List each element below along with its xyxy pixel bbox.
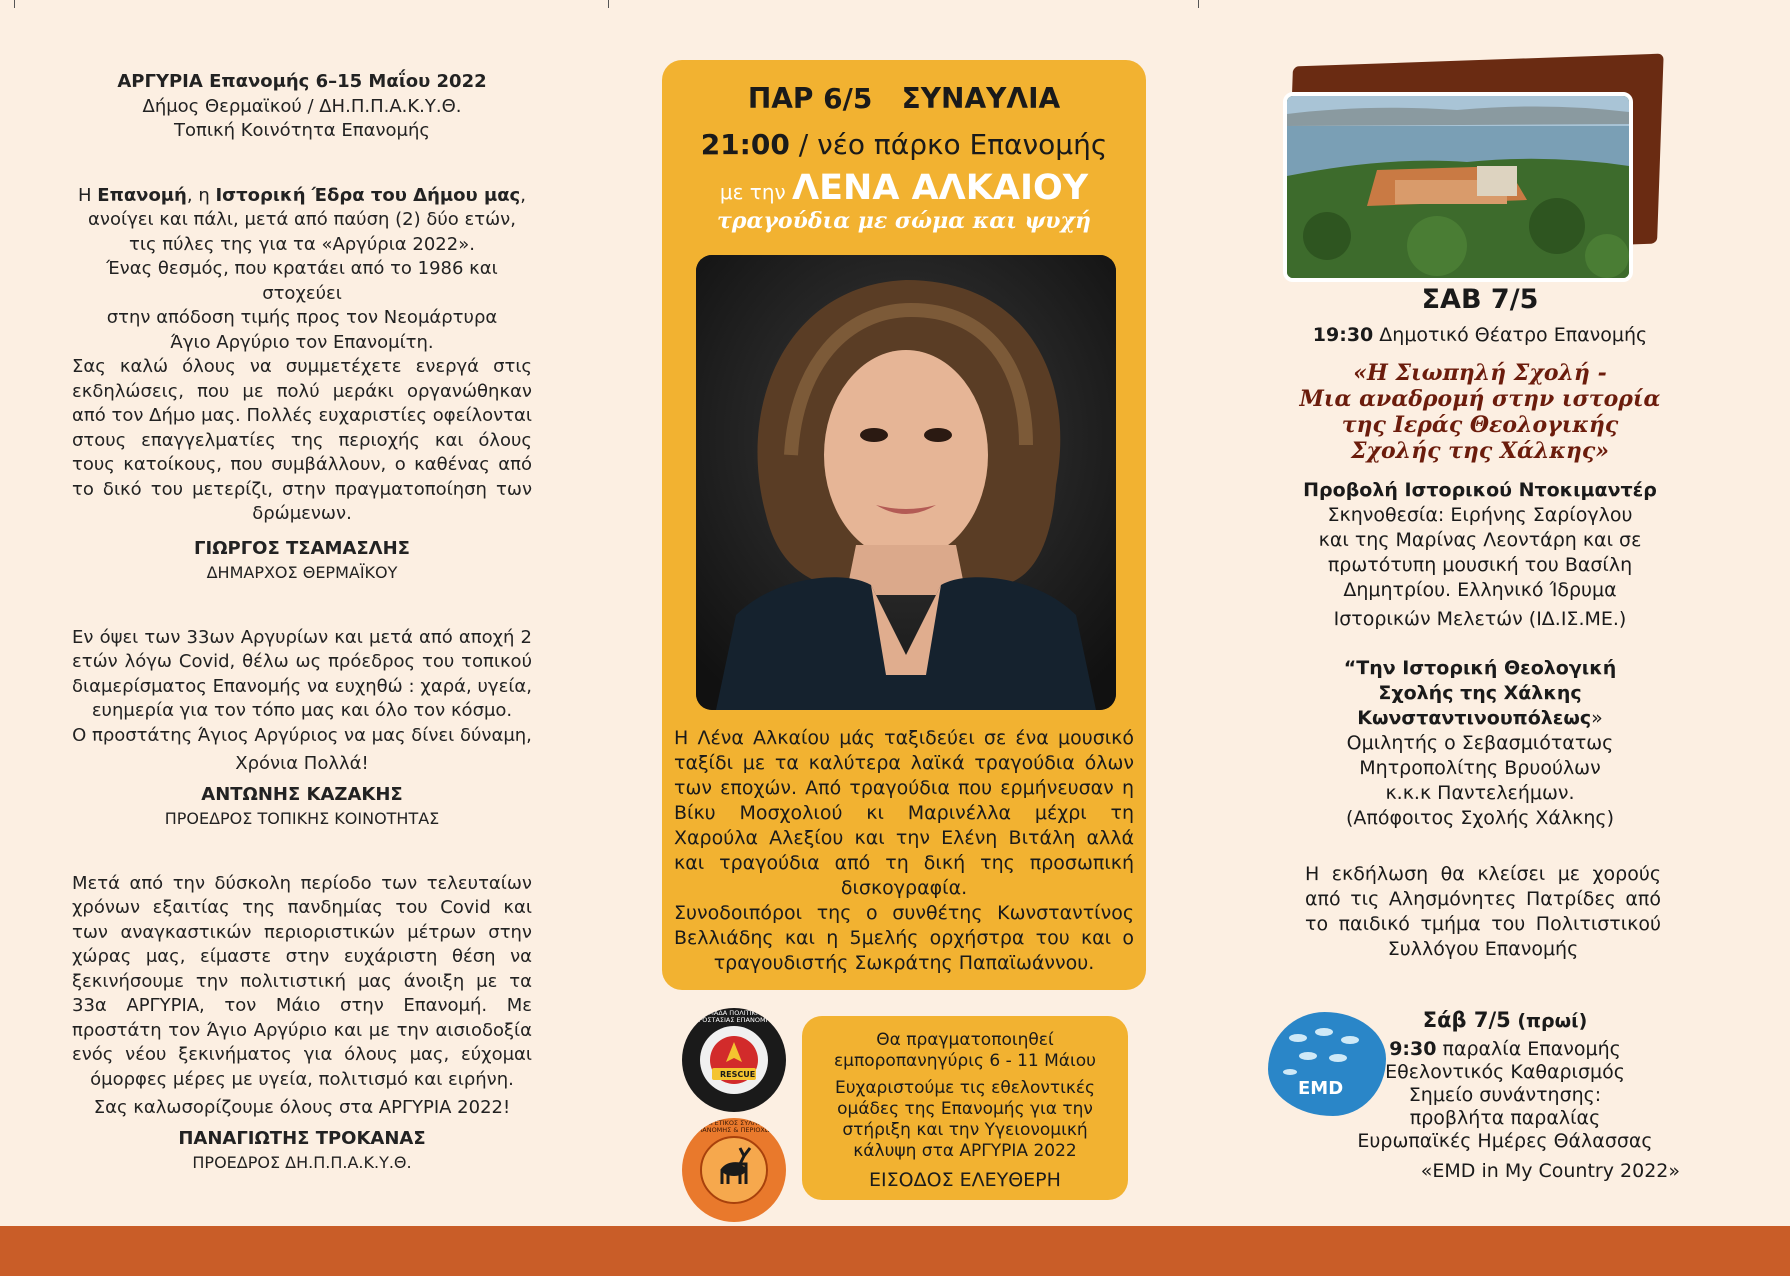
concert-description-p1: Η Λένα Αλκαίου μάς ταξιδεύει σε ένα μουσικό ταξίδι με τα καλύτερα λαϊκά τραγούδια όλων των εποχών. Από τραγούδια που ερμήνευσαν η Βίκυ Μοσχολιού κι Μαρινέλλα μέχρι τη Χαρούλα Αλεξίου και την Ελένη Βιτάλη αλλά και τραγούδια από τη δική της προσωπική δισκογραφία.	[674, 727, 1134, 899]
mayor-name: ΓΙΩΡΓΟΣ ΤΣΑΜΑΣΛΗΣ	[194, 537, 410, 559]
closing-dances: Η εκδήλωση θα κλείσει με χορούς από τις Αλησμόνητες Πατρίδες από το παιδικό τμήμα του Πολιτιστικού Συλλόγου Επανομής	[1305, 863, 1661, 960]
talk-speaker-l4: (Απόφοιτος Σχολής Χάλκης)	[1346, 807, 1614, 829]
documentary-title	[1290, 360, 1670, 464]
concert-event: ΣΥΝΑΥΛΙΑ	[901, 82, 1061, 115]
civil-protection-logo	[682, 1008, 786, 1112]
beach-cleanup-details	[1355, 1038, 1655, 1153]
documentary-screening: Προβολή Ιστορικού Ντοκιμαντέρ	[1303, 479, 1657, 501]
concert-day: ΠΑΡ 6/5	[747, 82, 873, 115]
concert-description	[674, 726, 1134, 976]
saturday-heading: ΣΑΒ 7/5	[1421, 284, 1539, 315]
fold-mark	[14, 0, 15, 8]
left-header-title: ΑΡΓΥΡΙΑ Επανομής 6–15 Μαΐου 2022	[117, 71, 487, 92]
concert-time-place	[662, 128, 1146, 161]
beach-cleanup-title: Εθελοντικός Καθαρισμός	[1385, 1061, 1625, 1083]
institution-line2: στην απόδοση τιμής προς τον Νεομάρτυρα	[106, 307, 498, 328]
saturday-morning-heading	[1355, 1008, 1655, 1032]
talk-speaker-l2: Μητροπολίτης Βρυούλων	[1359, 757, 1601, 779]
community-president-greeting: Χρόνια Πολλά!	[235, 753, 369, 774]
documentary-title-l4: Σχολής της Χάλκης»	[1350, 438, 1610, 464]
talk-title-l2: Σχολής της Χάλκης	[1378, 682, 1582, 704]
left-header-municipality: Δήμος Θερμαϊκού / ΔΗ.Π.Π.Α.Κ.Υ.Θ.	[142, 95, 462, 117]
institution-line3: Άγιο Αργύριο τον Επανομίτη.	[170, 331, 434, 353]
footer-bar	[0, 1226, 1790, 1276]
talk-title-l3: Κωνσταντινουπόλεως»	[1357, 707, 1603, 729]
talk-section	[1290, 656, 1670, 831]
civil-protection-badge: RESCUE	[720, 1070, 756, 1079]
documentary-title-l2: Μια αναδρομή στην ιστορία	[1299, 386, 1661, 412]
community-president-role: ΠΡΟΕΔΡΟΣ ΤΟΠΙΚΗΣ ΚΟΙΝΟΤΗΤΑΣ	[164, 809, 440, 828]
info-box	[802, 1016, 1128, 1200]
saturday-morning-day: Σάβ 7/5	[1422, 1008, 1511, 1032]
beach-cleanup-meeting: Σημείο συνάντησης:	[1408, 1084, 1602, 1106]
emd-campaign: «EMD in My Country 2022»	[1420, 1160, 1680, 1182]
info-free-entry: ΕΙΣΟΔΟΣ ΕΛΕΥΘΕΡΗ	[869, 1169, 1061, 1191]
talk-speaker-l1: Ομιλητής ο Σεβασμιότατως	[1346, 732, 1614, 754]
culture-president-role: ΠΡΟΕΔΡΟΣ ΔΗ.Π.Π.Α.Κ.Υ.Θ.	[192, 1153, 412, 1172]
mayor-intro-line2: ανοίγει και πάλι, μετά από παύση (2) δύο ετών,	[88, 209, 516, 230]
community-president-message: Εν όψει των 33ων Αργυρίων και μετά από αποχή 2 ετών λόγω Covid, θέλω ως πρόεδρος του τοπικού διαμερίσματος Επανομής να ευχηθώ : χαρά, υγεία, ευημερία για τον τόπο μας και όλο τον κόσμο.	[72, 626, 532, 721]
beach-cleanup-pier: προβλήτα παραλίας	[1409, 1107, 1601, 1129]
talk-title-l1: “Την Ιστορική Θεολογική	[1343, 657, 1617, 679]
mayor-invitation: Σας καλώ όλους να συμμετέχετε ενεργά στις εκδηλώσεις, που με πολύ μεράκι οργανώθηκαν από τον Δήμο μας. Πολλές ευχαριστίες οφείλονται στους επαγγελματίες της περιοχής και όλους τους κατοίκους, που συμβάλλουν, ο καθένας από το δικό του μετερίζι, στην πραγματοποίηση των δρώμενων.	[72, 356, 532, 524]
concert-with: με την	[719, 180, 793, 204]
documentary-credit-l5: Ιστορικών Μελετών (ΙΔ.ΙΣ.ΜΕ.)	[1333, 608, 1627, 630]
institution-line1: Ένας θεσμός, που κρατάει από το 1986 και στοχεύει	[106, 258, 498, 304]
emd-logo-text: EMD	[1298, 1078, 1344, 1099]
concert-artist-line	[662, 168, 1146, 208]
concert-subtitle: τραγούδια με σώμα και ψυχή	[717, 208, 1091, 234]
documentary-title-l3: της Ιεράς Θεολογικής	[1341, 412, 1619, 438]
community-president-name: ΑΝΤΩΝΗΣ ΚΑΖΑΚΗΣ	[201, 783, 403, 805]
info-fair-line2: εμποροπανηγύρις 6 - 11 Μάιου	[833, 1051, 1097, 1071]
civil-protection-text: ΟΜΑΔΑ ΠΟΛΙΤΙΚΗΣ ΠΡΟΣΤΑΣΙΑΣ ΕΠΑΝΟΜΗΣ	[693, 1009, 775, 1024]
halki-landscape-illustration	[1287, 96, 1629, 278]
concert-place: / νέο πάρκο Επανομής	[789, 128, 1108, 161]
info-fair-line1: Θα πραγματοποιηθεί	[876, 1030, 1054, 1050]
beach-cleanup-time-place: 9:30 παραλία Επανομής	[1389, 1038, 1621, 1060]
info-thanks: Ευχαριστούμε τις εθελοντικές ομάδες της Επανομής για την στήριξη και την Υγειονομική κάλυψη στα ΑΡΓΥΡΙΑ 2022	[834, 1078, 1096, 1161]
culture-welcome: Σας καλωσορίζουμε όλους στα ΑΡΓΥΡΙΑ 2022!	[93, 1097, 511, 1118]
documentary-credit-l2: και της Μαρίνας Λεοντάρη και σε	[1318, 529, 1642, 551]
concert-heading	[662, 82, 1146, 115]
saturday-time-venue	[1290, 324, 1670, 346]
left-column	[72, 70, 532, 1176]
documentary-credit-l1: Σκηνοθεσία: Ειρήνης Σαρίογλου	[1327, 504, 1633, 526]
community-president-wish: Ο προστάτης Άγιος Αργύριος να μας δίνει δύναμη,	[72, 724, 532, 746]
documentary-credit-l3: πρωτότυπη μουσική του Βασίλη	[1327, 554, 1633, 576]
saturday-time: 19:30	[1312, 324, 1374, 346]
hunting-club-text: ΚΥΝΗΓΕΤΙΚΟΣ ΣΥΛΛΟΓΟΣ ΕΠΑΝΟΜΗΣ & ΠΕΡΙΟΧΩΝ	[692, 1119, 776, 1134]
beach-cleanup-emd: Ευρωπαϊκές Ημέρες Θάλασσας	[1357, 1130, 1653, 1152]
documentary-credit-l4: Δημητρίου. Ελληνικό Ίδρυμα	[1343, 579, 1617, 601]
concert-description-p2: Συνοδοιπόροι της ο συνθέτης Κωνσταντίνος Βελλιάδης και η 5μελής ορχήστρα του και ο τραγουδιστής Σωκράτης Παπαϊωάννου.	[674, 902, 1134, 974]
documentary-title-l1: «Η Σιωπηλή Σχολή -	[1353, 360, 1607, 386]
culture-president-message: Μετά από την δύσκολη περίοδο των τελευταίων χρόνων εξαιτίας της πανδημίας του Covid και των αναγκαστικών περιοριστικών μέτρων στην χώρας μας, είμαστε στην ευχάριστη θέση να ξεκινήσουμε την πολιτιστική μας άνοιξη με τα 33α ΑΡΓΥΡΙΑ, τον Μάιο στην Επανομή. Με προστάτη τον Άγιο Αργύριο και με την αισιοδοξία ενός νέου ξεκινήματος για όλους μας, εύχομαι όμορφες μέρες με υγεία, πολιτισμό και ειρήνη.	[72, 872, 532, 1090]
halki-school-photo	[1283, 92, 1633, 282]
fold-mark	[1198, 0, 1199, 8]
saturday-venue: Δημοτικό Θέατρο Επανομής	[1373, 324, 1648, 346]
artist-photo	[696, 255, 1116, 710]
mayor-intro-line1: Η Επανομή, η Ιστορική Έδρα του Δήμου μας,	[78, 184, 526, 206]
fold-mark	[608, 0, 609, 8]
talk-speaker-l3: κ.κ.κ Παντελεήμων.	[1385, 782, 1575, 804]
concert-artist: ΛΕΝΑ ΑΛΚΑΙΟΥ	[792, 168, 1089, 208]
culture-president-name: ΠΑΝΑΓΙΩΤΗΣ ΤΡΟΚΑΝΑΣ	[178, 1127, 426, 1149]
hunting-club-logo	[682, 1118, 786, 1222]
left-header-community: Τοπική Κοινότητα Επανομής	[174, 120, 430, 141]
saturday-morning-sub: (πρωί)	[1510, 1010, 1588, 1032]
concert-time: 21:00	[700, 128, 790, 161]
mayor-role: ΔΗΜΑΡΧΟΣ ΘΕΡΜΑΪΚΟΥ	[206, 563, 398, 582]
artist-portrait-illustration	[696, 255, 1116, 710]
documentary-details	[1290, 478, 1670, 632]
mayor-intro-line3: τις πύλες της για τα «Αργύρια 2022».	[129, 233, 475, 255]
